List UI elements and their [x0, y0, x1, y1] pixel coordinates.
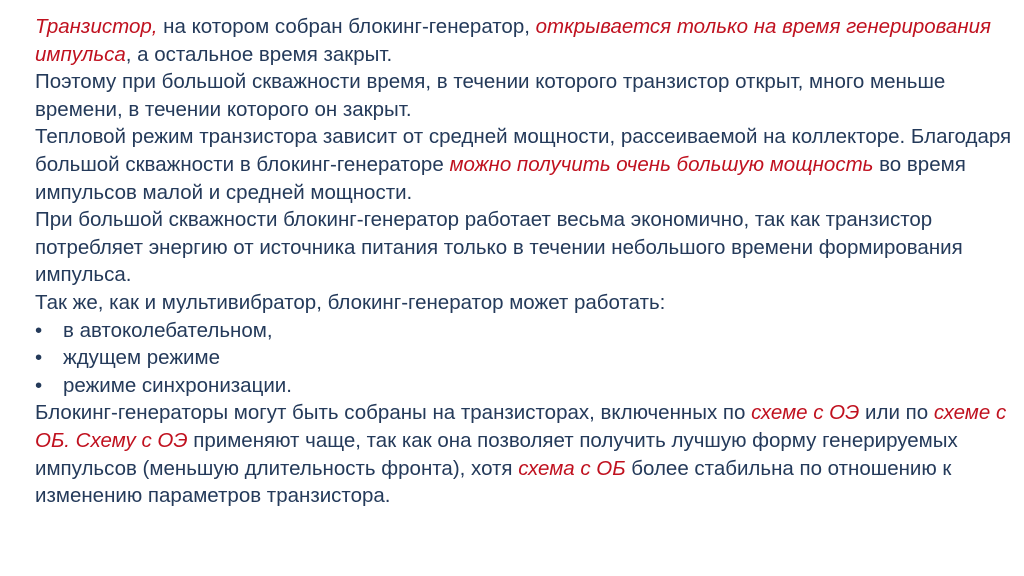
bullet-icon: •: [35, 318, 43, 342]
text-run: Тепловой режим транзистора зависит от средней мощности, рассеиваемой на коллекторе. Благодаря большой скважности в блокинг-генераторе: [35, 125, 1012, 176]
paragraph-2: Поэтому при большой скважности время, в течении которого транзистор открыт, много меньше времени, в течении которого он закрыт.: [35, 70, 946, 121]
slide-body: [35, 13, 1013, 510]
paragraph-3: [35, 123, 1013, 206]
list-item: [35, 372, 1013, 400]
paragraph-1: [35, 13, 1013, 68]
text-run: более стабильна по отношению к изменению параметров транзистора.: [35, 456, 952, 508]
bullet-icon: •: [35, 346, 43, 370]
text-run: , а остальное время закрыт.: [125, 42, 393, 66]
list-item-text: в автоколебательном,: [63, 318, 273, 342]
mode-list: [35, 317, 1013, 400]
emphasis-power: можно получить очень большую мощность: [449, 152, 874, 176]
text-run: во время импульсов малой и средней мощности.: [35, 152, 966, 204]
paragraph-6: [35, 399, 1013, 509]
emphasis-transistor: Транзистор,: [35, 15, 158, 38]
text-run: на котором собран блокинг-генератор,: [157, 15, 536, 38]
emphasis-cb-ce: схеме с ОБ. Схему с ОЭ: [35, 401, 1007, 452]
paragraph-5: Так же, как и мультивибратор, блокинг-генератор может работать:: [35, 290, 666, 314]
list-item-text: режиме синхронизации.: [63, 373, 292, 397]
bullet-icon: •: [35, 373, 43, 397]
emphasis-cb: схема с ОБ: [518, 456, 626, 480]
list-item: [35, 317, 1013, 345]
emphasis-ce: схеме с ОЭ: [751, 401, 860, 425]
text-run: применяют чаще, так как она позволяет получить лучшую форму генерируемых импульсов (меньшую длительность фронта), хотя: [35, 428, 958, 480]
text-run: Блокинг-генераторы могут быть собраны на транзисторах, включенных по: [35, 401, 752, 425]
list-item: [35, 344, 1013, 372]
list-item-text: ждущем режиме: [63, 346, 220, 370]
paragraph-4: При большой скважности блокинг-генератор работает весьма экономично, так как транзистор потребляет энергию от источника питания только в течении небольшого времени формирования импульса.: [35, 208, 963, 287]
text-run: или по: [859, 401, 934, 425]
emphasis-opens: открывается только на время генерирования импульса: [35, 15, 991, 66]
